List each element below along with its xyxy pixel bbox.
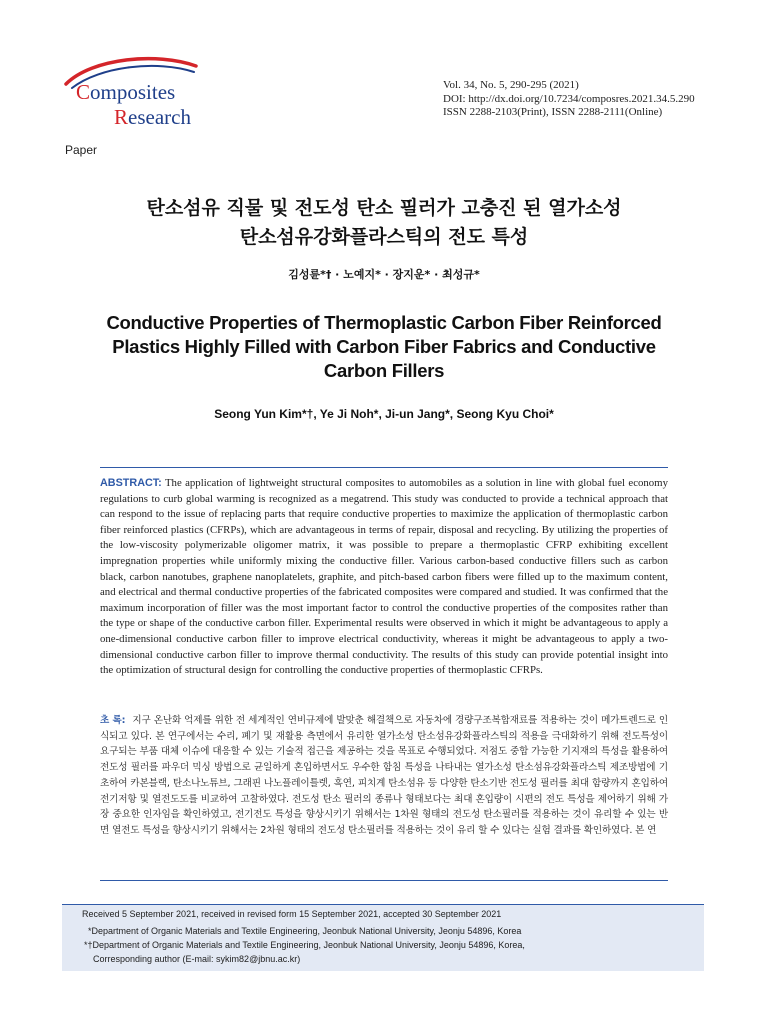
english-authors: Seong Yun Kim*†, Ye Ji Noh*, Ji-un Jang*, Seong Kyu Choi* xyxy=(214,407,554,421)
section-divider xyxy=(100,467,668,468)
logo-word-composites: Composites xyxy=(76,80,176,104)
doi-link[interactable]: DOI: http://dx.doi.org/10.7234/composres.2021.34.5.290 xyxy=(443,92,695,105)
corresponding-author: Corresponding author (E-mail: sykim82@jbnu.ac.kr) xyxy=(93,954,301,964)
korean-abstract-label: 초 록: xyxy=(100,715,126,726)
korean-authors: 김성륜*† · 노예지* · 장지운* · 최성규* xyxy=(288,268,480,281)
issn-info: ISSN 2288-2103(Print), ISSN 2288-2111(Online) xyxy=(443,106,663,118)
english-title-line: Conductive Properties of Thermoplastic Carbon Fiber Reinforced xyxy=(106,312,662,333)
abstract-korean xyxy=(100,713,668,839)
affiliation-line: *Department of Organic Materials and Textile Engineering, Jeonbuk National University, Jeonju 54896, Korea xyxy=(88,926,522,936)
english-title xyxy=(0,311,768,383)
korean-title-line: 탄소섬유 직물 및 전도성 탄소 필러가 고충진 된 열가소성 xyxy=(146,197,622,219)
article-type-label: Paper xyxy=(65,143,98,157)
english-title-line: Plastics Highly Filled with Carbon Fiber Fabrics and Conductive xyxy=(112,336,656,357)
journal-meta xyxy=(443,79,695,120)
logo-word-research: Research xyxy=(114,105,191,129)
volume-info: Vol. 34, No. 5, 290-295 (2021) xyxy=(443,79,579,91)
abstract-text: The application of lightweight structural composites to automobiles as a solution in line with global fuel economy regulations to curb global warming is recognized as a megatrend. This study was conducted to provide a technical approach that can respond to the issue of replacing parts that require conductive properties to maximize the application of thermoplastic carbon fiber reinforced plastics (CFRPs), which are advantageous in terms of repair, disposal and recycling. By utilizing the properties of the low-viscosity polymerizable oligomer matrix, it was possible to prepare a thermoplastic CFRP exhibiting excellent impregnation properties while uniformly mixing the conductive filler. Various carbon-based conductive fillers such as carbon black, carbon nanotubes, graphene nanoplatelets, graphite, and pitch-based carbon fibers were filled up to the maximum content, and electrical and thermal conductive properties of the fabricated composites were compared and studied. It was confirmed that the maximum incorporation of filler was the most important factor to control the conductive properties of the composites rather than the type or shape of the conductive carbon filler. Experimental results were observed in which it might be advantageous to apply a one-dimensional conductive carbon filler to improve electrical conductivity, whereas it might be advantageous to apply a two-dimensional conductive carbon filler to improve thermal conductivity. The results of this study can provide potential insight into the optimization of structural design for controlling the conductive properties of thermoplastic CFRPs. xyxy=(100,477,668,677)
korean-title-line: 탄소섬유강화플라스틱의 전도 특성 xyxy=(239,226,529,248)
journal-logo xyxy=(62,52,202,132)
abstract-label: ABSTRACT: xyxy=(100,477,162,489)
english-title-line: Carbon Fillers xyxy=(323,360,445,381)
korean-abstract-text: 지구 온난화 억제를 위한 전 세계적인 연비규제에 발맞춘 해결책으로 자동차에 경량구조복합재료를 적용하는 것이 메가트렌드로 인식되고 있다. 본 연구에서는 수리, 폐기 및 재활용 측면에서 유리한 열가소성 탄소섬유강화플라스틱의 적용을 극대화하기 위해 전도특성이 요구되는 부품 대체 이슈에 대응할 수 있는 기술적 접근을 제공하는 것을 목표로 수행되었다. 저점도 중합 가능한 기지재의 특성을 활용하여 전도성 필러를 파우더 믹싱 방법으로 균일하게 혼입하면서도 우수한 함침 특성을 나타내는 열가소성 탄소섬유강화플라스틱 제조방법에 기초하여 카본블랙, 탄소나노튜브, 그래핀 나노플레이틀렛, 흑연, 피치계 탄소섬유 등 다양한 탄소기반 전도성 필러를 최대 함량까지 혼입하여 전기저항 및 열전도도를 비교하여 고찰하였다. 전도성 탄소 필러의 종류나 형태보다는 최대 혼입량이 시편의 전도 특성을 제어하기 위해 가장 중요한 인자임을 확인하였고, 전기전도 특성을 향상시키기 위해서는 1차원 형태의 전도성 탄소필러를 적용하는 것이 유리할 수 있는 반면 열전도 특성을 향상시키기 위해서는 2차원 형태의 전도성 탄소필러를 적용하는 것이 유리 할 수 있다는 실험 결과를 확인하였다. 본 연 xyxy=(100,715,668,836)
footnote-box xyxy=(62,904,704,971)
affiliation-line: *†Department of Organic Materials and Textile Engineering, Jeonbuk National University, Jeonju 54896, Korea, xyxy=(84,940,525,950)
received-dates: Received 5 September 2021, received in revised form 15 September 2021, accepted 30 September 2021 xyxy=(82,909,502,919)
abstract-english xyxy=(100,476,668,679)
korean-title xyxy=(0,194,768,252)
section-divider xyxy=(100,880,668,881)
